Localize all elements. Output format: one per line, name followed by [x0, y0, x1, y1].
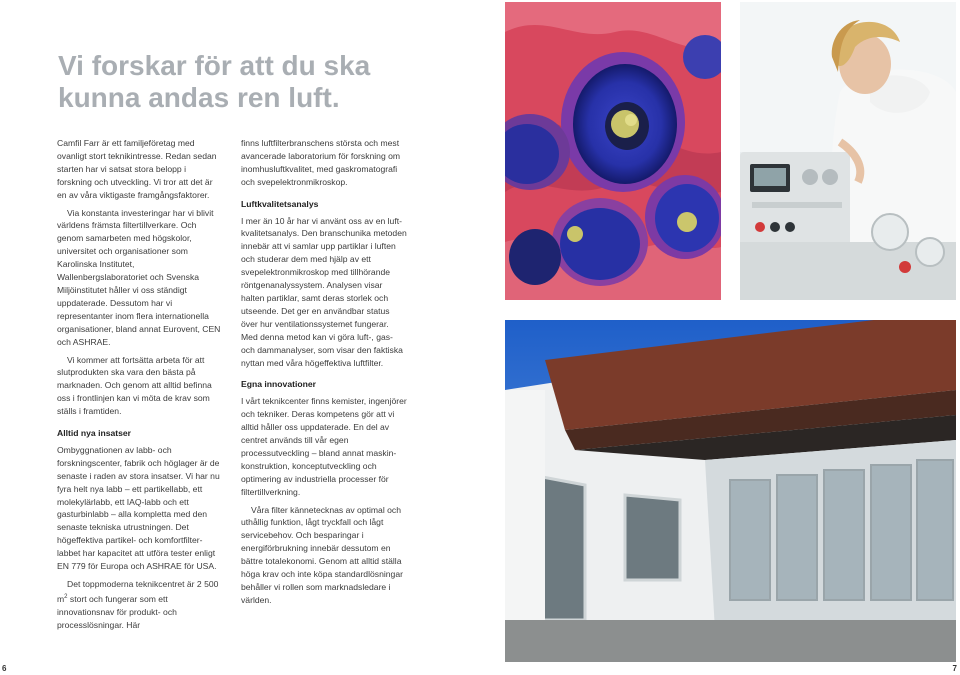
tech-center-building-photo: [505, 320, 956, 662]
headline-line-1: Vi forskar för att du ska: [58, 50, 371, 81]
paragraph: I vårt teknikcenter finns kemister, ingenjörer och tekniker. Deras kompetens gör att vi alltid håller oss uppdaterade. En del av centret används till vår egen processutveckling – bland annat maskin-konstruktion, konceptutveckling och optimering av industriella processer för filtertillverkning.: [241, 396, 407, 497]
paragraph: finns luftfilterbranschens största och mest avancerade laboratorium för forskning om inomhusluftkvalitet, med gaskromatografi och svepelektronmikroskop.: [241, 138, 401, 187]
paragraph: Ombyggnationen av labb- och forskningscenter, fabrik och höglager är de senaste i raden av stora insatser. Vi har nu fyra helt nya labb – ett partikellabb, ett molekylärlabb, ett IAQ-labb och ett gasturbinlabb – alla kompletta med den senaste tekniska utrustningen. Det högeffektiva partikel- och komfortfilter-labbet har kapacitet att utföra tester enligt EN 779 för Europa och ASHRAE för USA.: [57, 444, 220, 572]
page-number-right: 7: [952, 664, 957, 673]
text-column-left: [57, 137, 223, 636]
paragraph: I mer än 10 år har vi använt oss av en luft-kvalitetsanalys. Den branschunika metoden innebär att vi samlar upp partiklar i luften och studerar dem med hjälp av ett svepelektronmikroskop med tillhörande röntgenanalyssystem. Analysen visar halten partiklar, samt deras storlek och utseende. Det ger en användbar status över hur ventilationssystemet fungerar. Med denna metod kan vi göra luft-, gas- och dammanalyser, som visar den faktiska nyttan med våra högeffektiva luftfilter.: [241, 215, 407, 368]
microscope-cells-photo: [505, 2, 721, 300]
superscript: 2: [64, 593, 68, 600]
section-heading: Egna innovationer: [241, 379, 316, 390]
microscope-cells-illustration: [505, 2, 721, 300]
section-heading: Alltid nya insatser: [57, 428, 132, 439]
page-number-left: 6: [2, 664, 7, 673]
section-heading: Luftkvalitetsanalys: [241, 198, 319, 209]
paragraph: Camfil Farr är ett familjeföretag med ovanligt stort teknikintresse. Redan sedan starten har vi satsat stora belopp i forskning och utveckling. Vi tror att det är en av våra viktigaste framgångsfaktorer.: [57, 138, 217, 200]
paragraph: Våra filter kännetecknas av optimal och uthållig funktion, lågt tryckfall och lågt servicebehov. Och besparingar i energiförbrukning innebär dessutom en bättre totalekonomi. Genom att alltid ställa höga krav och inte köpa standardlösningar behåller vi rollen som marknadsledare i världen.: [241, 504, 403, 605]
headline-line-2: kunna andas ren luft.: [58, 82, 340, 113]
paragraph-text: Det toppmoderna teknikcentret är 2 500 m: [57, 579, 219, 604]
lab-technician-illustration: [740, 2, 956, 300]
paragraph-text: stort och fungerar som ett innovationsnav för produkt- och processlösningar. Här: [57, 593, 177, 630]
paragraph: Vi kommer att fortsätta arbeta för att slutprodukten ska vara den bästa på marknaden. Och genom att alltid befinna oss i frontlinjen kan vi möta de krav som ställs i framtiden.: [57, 354, 212, 417]
text-column-right: [241, 137, 407, 612]
paragraph: [57, 578, 223, 631]
building-illustration: [505, 320, 956, 662]
paragraph: Via konstanta investeringar har vi blivit världens främsta filtertillverkare. Och genom samarbeten med högskolor, universitet och organisationer som Karolinska Institutet, Wallenbergslaboratoriet och Svenska Miljöinstitutet håller vi oss ständigt uppdaterade. Dessutom har vi representanter inom flera internationella organisationer, bland annat Eurovent, CEN och ASHRAE.: [57, 207, 221, 347]
lab-technician-photo: [740, 2, 956, 300]
page-headline: [58, 50, 418, 114]
